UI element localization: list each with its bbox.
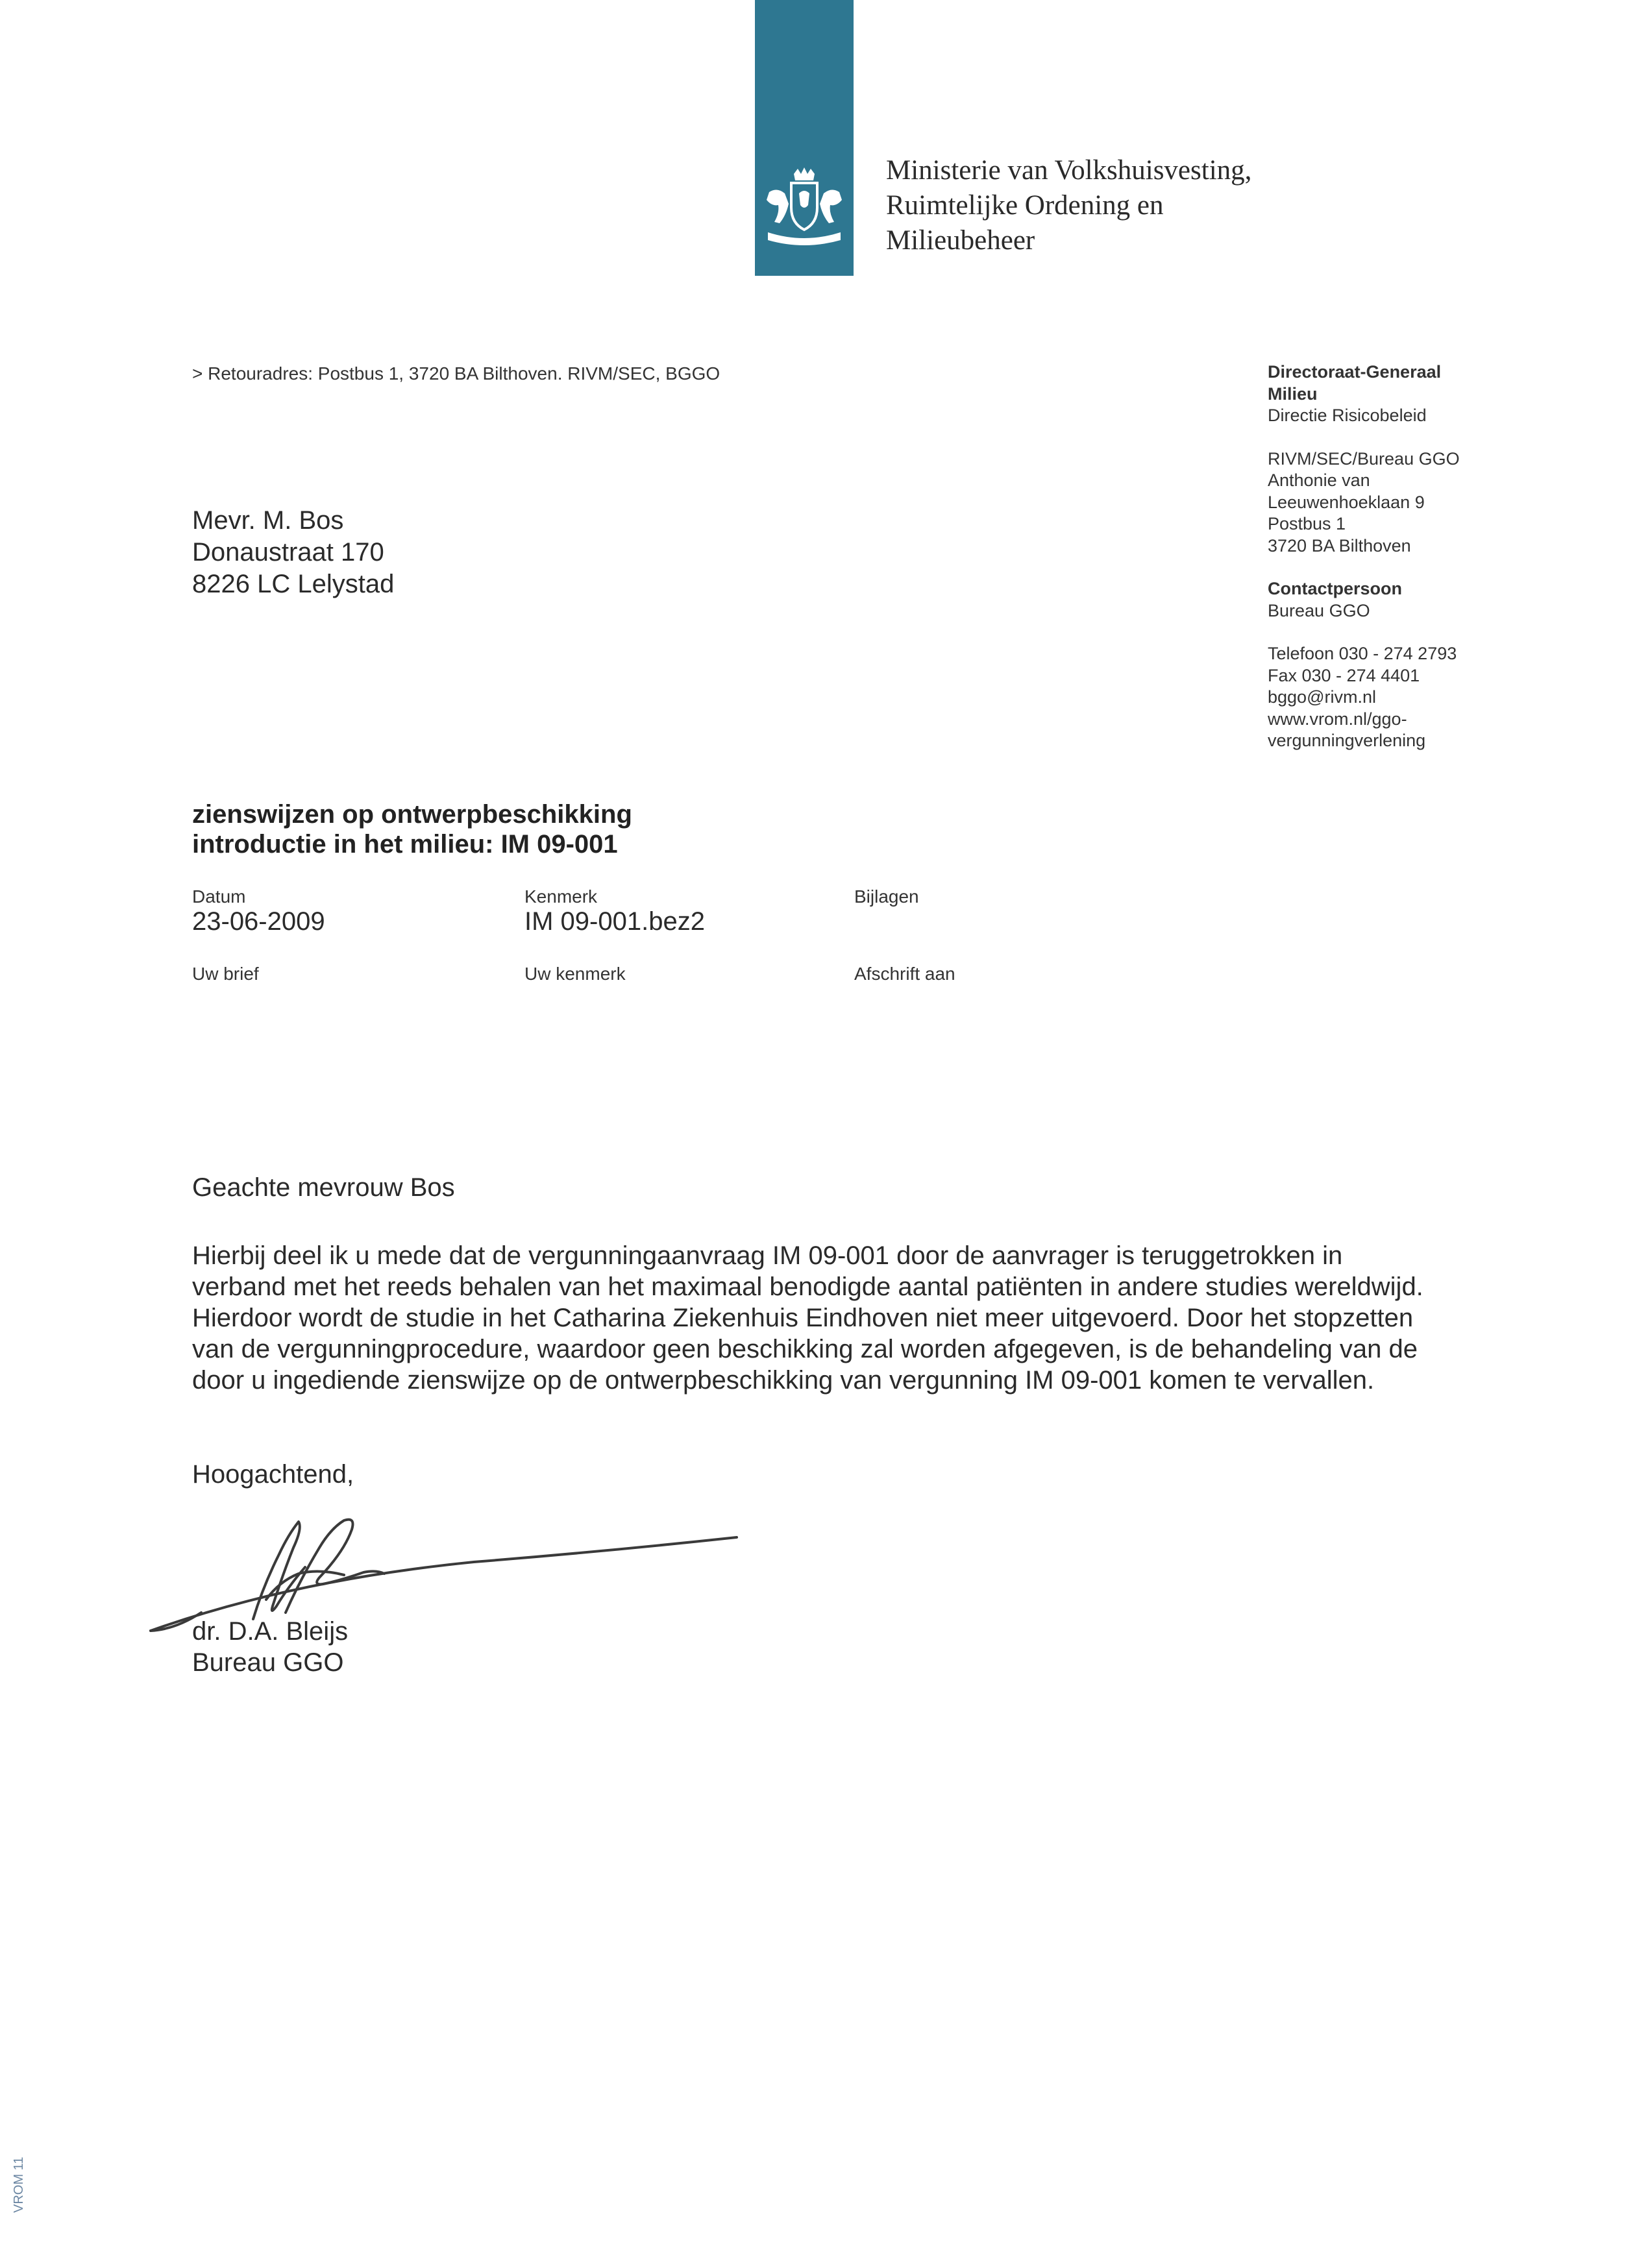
sender-address-line: Postbus 1 bbox=[1268, 514, 1346, 533]
ministry-line: Ruimtelijke Ordening en bbox=[886, 190, 1164, 221]
ministry-logo-bar bbox=[755, 0, 854, 276]
signer-block bbox=[192, 1616, 348, 1678]
addressee-block bbox=[192, 505, 394, 600]
contact-fax: Fax 030 - 274 4401 bbox=[1268, 665, 1420, 685]
datum-label: Datum bbox=[192, 886, 246, 907]
body-line: verband met het reeds behalen van het maximaal benodigde aantal patiënten in andere studies wereldwijd. bbox=[192, 1273, 1423, 1301]
salutation: Geachte mevrouw Bos bbox=[192, 1173, 455, 1202]
letter-subject bbox=[192, 799, 632, 859]
body-line: Hierbij deel ik u mede dat de vergunningaanvraag IM 09-001 door de aanvrager is teruggetrokken in bbox=[192, 1241, 1343, 1270]
kenmerk-label: Kenmerk bbox=[524, 886, 598, 907]
contact-phone: Telefoon 030 - 274 2793 bbox=[1268, 644, 1457, 663]
contact-title: Contactpersoon bbox=[1268, 579, 1403, 598]
sender-address-line: Anthonie van bbox=[1268, 470, 1370, 490]
signer-name: dr. D.A. Bleijs bbox=[192, 1617, 349, 1646]
contact-website: www.vrom.nl/ggo- bbox=[1268, 709, 1407, 729]
addressee-street: Donaustraat 170 bbox=[192, 538, 384, 567]
bijlagen-label: Bijlagen bbox=[854, 886, 919, 907]
letter-body bbox=[192, 1240, 1490, 1396]
contact-name: Bureau GGO bbox=[1268, 600, 1370, 620]
sender-address-line: Leeuwenhoeklaan 9 bbox=[1268, 492, 1425, 512]
sender-address-line: 3720 BA Bilthoven bbox=[1268, 535, 1411, 555]
form-code: VROM 11 bbox=[12, 2156, 26, 2213]
closing: Hoogachtend, bbox=[192, 1460, 354, 1489]
kenmerk-value: IM 09-001.bez2 bbox=[524, 907, 705, 936]
contact-email: bggo@rivm.nl bbox=[1268, 687, 1376, 707]
afschrift-label: Afschrift aan bbox=[854, 964, 955, 984]
uw-kenmerk-label: Uw kenmerk bbox=[524, 964, 626, 984]
addressee-name: Mevr. M. Bos bbox=[192, 506, 344, 535]
subject-line: zienswijzen op ontwerpbeschikking bbox=[192, 800, 632, 829]
body-line: van de vergunningprocedure, waardoor geen beschikking zal worden afgegeven, is de behandeling van de bbox=[192, 1335, 1418, 1363]
ministry-name bbox=[886, 153, 1251, 258]
addressee-city: 8226 LC Lelystad bbox=[192, 570, 395, 598]
uw-brief-label: Uw brief bbox=[192, 964, 259, 984]
body-line: Hierdoor wordt de studie in het Catharina Ziekenhuis Eindhoven niet meer uitgevoerd. Door het stopzetten bbox=[192, 1304, 1414, 1332]
sender-sidebar bbox=[1268, 361, 1540, 752]
department-title: Milieu bbox=[1268, 384, 1318, 404]
subject-line: introductie in het milieu: IM 09-001 bbox=[192, 830, 618, 859]
contact-website: vergunningverlening bbox=[1268, 731, 1426, 750]
return-address: > Retouradres: Postbus 1, 3720 BA Bilthoven. RIVM/SEC, BGGO bbox=[192, 363, 720, 384]
coat-of-arms-icon bbox=[760, 167, 848, 252]
ministry-line: Milieubeheer bbox=[886, 225, 1035, 256]
department-title: Directoraat-Generaal bbox=[1268, 362, 1442, 382]
sender-address-line: RIVM/SEC/Bureau GGO bbox=[1268, 448, 1460, 469]
datum-value: 23-06-2009 bbox=[192, 907, 325, 936]
ministry-line: Ministerie van Volkshuisvesting, bbox=[886, 155, 1252, 186]
department-name: Directie Risicobeleid bbox=[1268, 406, 1427, 425]
signer-department: Bureau GGO bbox=[192, 1648, 344, 1677]
body-line: door u ingediende zienswijze op de ontwerpbeschikking van vergunning IM 09-001 komen te vervallen. bbox=[192, 1366, 1375, 1395]
